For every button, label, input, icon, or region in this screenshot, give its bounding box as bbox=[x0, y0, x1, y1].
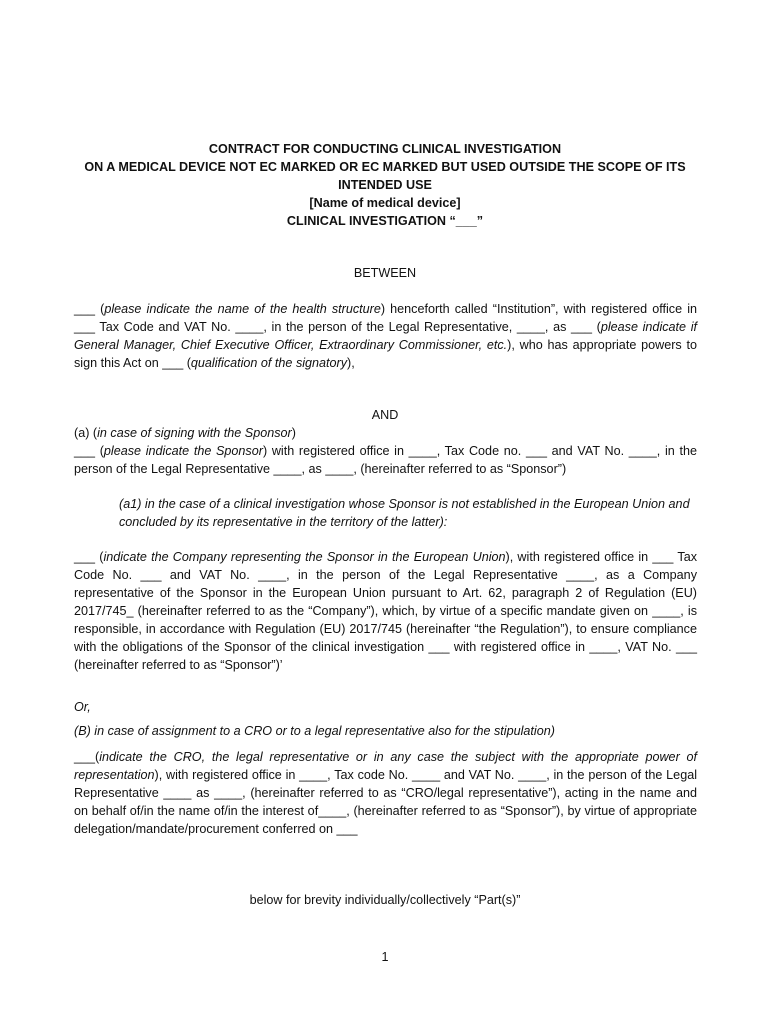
sponsor-b-paragraph: ___(indicate the CRO, the legal representative or in any case the subject with the appropriate power of representation), with registered office in ____, Tax code No. ____ and VAT No. ____, in the person of the Legal Representative ____ as ____, (hereinafter referred to as “CRO/legal representative”), acting in the name and on behalf of/in the name of/in the interest of____, (hereinafter referred to as “Sponsor”), by virtue of appropriate delegation/mandate/procurement conferred on ___ bbox=[74, 750, 697, 836]
title-line-4: [Name of medical device] bbox=[309, 196, 461, 210]
page-number: 1 bbox=[381, 950, 389, 964]
title-line-5: CLINICAL INVESTIGATION “___” bbox=[286, 214, 484, 228]
or-text: Or, bbox=[74, 700, 91, 714]
company-paragraph: ___ (indicate the Company representing the Sponsor in the European Union), with registered office in ___ Tax Code No. ___ and VAT No. ____, in the person of the Legal Representative ____, as a Company representative of the Sponsor in the European Union pursuant to Art. 62, paragraph 2 of Regulation (EU) 2017/745_ (hereinafter referred to as the “Company”), which, by virtue of a specific mandate given on ____, is responsible, in accordance with Regulation (EU) 2017/745 (hereinafter “the Regulation”), to ensure compliance with the obligations of the Sponsor of the clinical investigation ___ with registered office in ____, VAT No. ___ (hereinafter referred to as “Sponsor”)’ bbox=[74, 550, 697, 672]
institution-paragraph: ___ (please indicate the name of the health structure) henceforth called “Institution”, with registered office in ___ Tax Code and VAT No. ____, in the person of the Legal Representative, ____, as ___ (please indicate if General Manager, Chief Executive Officer, Extraordinary Commissioner, etc.), who has appropriate powers to sign this Act on ___ (qualification of the signatory), bbox=[74, 302, 697, 370]
between-heading: BETWEEN bbox=[353, 266, 417, 280]
contract-title bbox=[0, 140, 770, 230]
brevity-line: below for brevity individually/collectively “Part(s)” bbox=[249, 893, 521, 907]
sponsor-b-heading: (B) in case of assignment to a CRO or to a legal representative also for the stipulation) bbox=[74, 724, 555, 738]
sponsor-a-paragraph: ___ (please indicate the Sponsor) with registered office in ____, Tax Code no. ___ and VAT No. ____, in the person of the Legal Representative ____, as ____, (hereinafter referred to as “Sponsor”) bbox=[74, 444, 697, 476]
and-heading: AND bbox=[371, 408, 399, 422]
title-line-1: CONTRACT FOR CONDUCTING CLINICAL INVESTIGATION bbox=[208, 142, 562, 156]
sponsor-a1-paragraph: (a1) in the case of a clinical investigation whose Sponsor is not established in the European Union and concluded by its representative in the territory of the latter): bbox=[119, 497, 690, 529]
title-line-3: INTENDED USE bbox=[338, 178, 432, 192]
sponsor-a-heading: (a) (in case of signing with the Sponsor) bbox=[74, 426, 296, 440]
title-line-2: ON A MEDICAL DEVICE NOT EC MARKED OR EC MARKED BUT USED OUTSIDE THE SCOPE OF ITS bbox=[84, 160, 686, 174]
